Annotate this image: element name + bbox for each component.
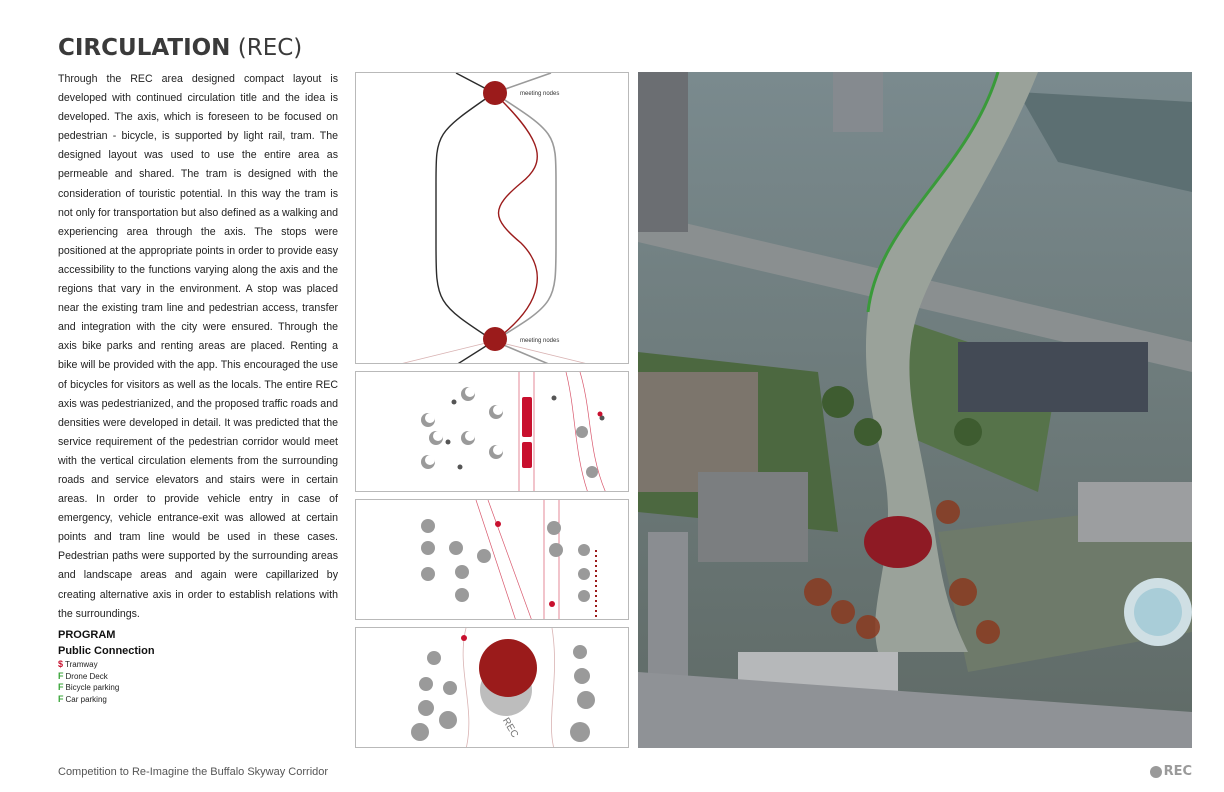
legend-item-tramway (58, 659, 338, 671)
rec-plaza-panel (355, 627, 629, 748)
rec-pavilion-render (864, 516, 932, 568)
bicycle-parking-mark-icon: F (58, 682, 64, 692)
tram-plan (356, 372, 629, 492)
program-subheading: Public Connection (58, 645, 155, 657)
bike-plan (356, 500, 629, 620)
tram-vehicle (522, 397, 532, 437)
bike-plan-panel (355, 499, 629, 620)
circulation-diagram (356, 73, 629, 364)
rec-logo-text: REC (1163, 764, 1192, 779)
car-parking-mark-icon: F (58, 693, 64, 704)
meeting-node-top (483, 81, 507, 105)
body-paragraph: Through the REC area designed compact layout is developed with continued circulation title and the idea is developed. The axis, which is foreseen to be focused on pedestrian - bicycle, is supported by light rail, tram. The designed layout was used to use the entire area as permeable and shared. The tram is designed with the consideration of touristic potential. In this way the tram is not only for transportation but also defined as a walking and experiencing area through the axis. The stops were positioned at the appropriate points in order to provide easy accessibility to the functions varying along the axis and the regions that vary in the environment. A stop was placed near the existing tram line and pedestrian access, transfer and integration with the city were ensured. Through the axis bike parks and renting areas are placed. Renting a bike will be provided with the app. This encouraged the use of bicycles for visitors as well as the locals. The entire REC axis was pedestrianized, and the proposed traffic roads and densities were developed in detail. It was predicted that the service requirement of the pedestrian corridor would meet with the vertical circulation elements from the surrounding roads and service elevators and stairs were in certain areas. In order to provide vehicle entry in case of emergency, vehicle entrance-exit was allowed at certain points and tram line would be used in these cases. Pedestrian paths were supported by the surrounding areas and landscape areas and again were capillarized by creating alternative axis in order to establish relations with the surroundings. (58, 73, 338, 620)
legend-item-car-parking (58, 694, 338, 706)
page-title (58, 34, 302, 62)
path-line-dark (436, 73, 494, 364)
program-legend (58, 627, 338, 705)
rec-logo-dot-icon (1150, 766, 1162, 778)
legend-label: Car parking (65, 694, 107, 704)
legend-label: Tramway (65, 660, 98, 669)
meeting-node-bottom (483, 327, 507, 351)
tram-plan-panel (355, 371, 629, 492)
title-suffix: (REC) (237, 35, 303, 61)
circulation-diagram-panel (355, 72, 629, 364)
program-heading: PROGRAM (58, 629, 116, 641)
meeting-node-label-bottom: meeting nodes (520, 338, 560, 344)
rec-pavilion (479, 639, 537, 697)
aerial-rendering-image (638, 72, 1192, 748)
rec-plaza-plan (356, 628, 629, 748)
tramway-mark-icon: $ (58, 659, 64, 669)
drone-deck-mark-icon: F (58, 670, 64, 681)
rec-logo (1150, 764, 1192, 779)
path-line-red (494, 93, 537, 341)
aerial-rendering (638, 72, 1192, 748)
legend-item-bicycle-parking (58, 682, 338, 694)
meeting-node-label-top: meeting nodes (520, 91, 560, 97)
legend-label: Drone Deck (65, 671, 108, 681)
title-main: CIRCULATION (58, 35, 231, 61)
legend-label: Bicycle parking (65, 683, 120, 692)
legend-item-drone-deck (58, 671, 338, 683)
footer-caption: Competition to Re-Imagine the Buffalo Skyway Corridor (58, 766, 329, 778)
rec-marker: REC (499, 716, 521, 740)
path-line-grey (494, 73, 556, 364)
tram-vehicle (522, 442, 532, 468)
